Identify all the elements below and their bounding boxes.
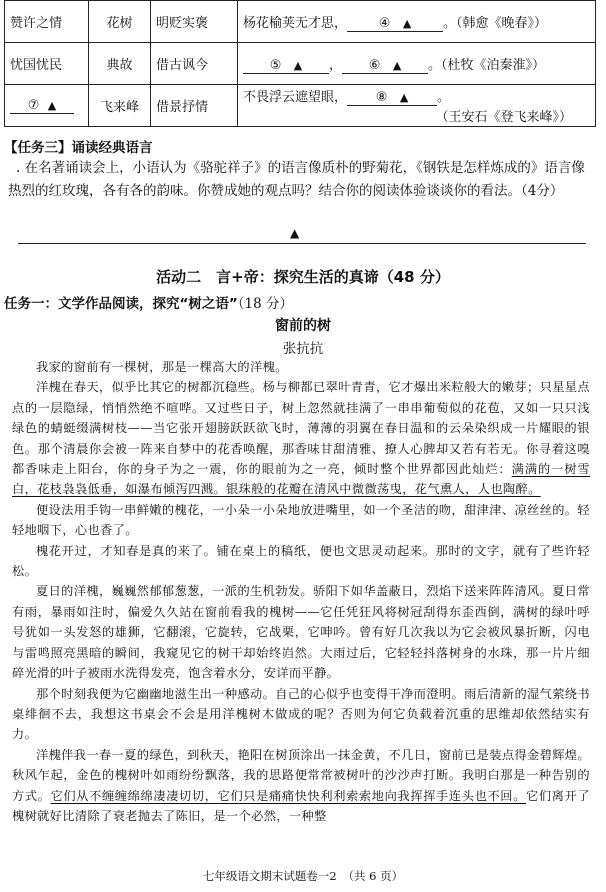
underlined-sentence: 它们从不缠缠绵绵凄凄切切，它们只是痛痛快快利利索索地向我挥挥手连头也不回。 bbox=[50, 788, 527, 803]
blank-number: ⑧ bbox=[375, 90, 388, 105]
story-body bbox=[12, 357, 590, 826]
activity-title: 活动二 言+帝：探究生活的真谛（48 分） bbox=[156, 268, 450, 286]
paragraph-2 bbox=[12, 377, 590, 499]
paragraph-7-tail: 它们离开了槐树就好比清除了衰老抛去了陈旧，是一个必然，一种整 bbox=[12, 788, 591, 823]
emotion-cell bbox=[5, 85, 89, 127]
emotion-cell: 赞许之情 bbox=[5, 1, 89, 43]
object-cell: 花树 bbox=[89, 1, 151, 43]
poem-line-prefix: 不畏浮云遮望眼， bbox=[243, 90, 348, 105]
object-cell: 典故 bbox=[89, 43, 151, 85]
triangle-icon: ▲ bbox=[402, 16, 412, 30]
emotion-cell: 忧国忧民 bbox=[5, 43, 89, 85]
poem-line-cell bbox=[238, 43, 596, 85]
poem-line-prefix: 杨花榆荚无才思， bbox=[243, 15, 348, 31]
table-row bbox=[5, 43, 596, 85]
technique-cell: 借景抒情 bbox=[151, 85, 238, 127]
poem-source: （王安石《登飞来峰》） bbox=[435, 110, 572, 125]
paragraph-6: 那个时刻我便为它幽幽地滋生出一种感动。自己的心似乎也变得干净而澄明。雨后清新的湿气萦绕书桌绯徊不去，我想这书桌会不会是用洋槐树木做成的呢？否则为何它负载着沉重的思维却依然结实有力。 bbox=[12, 686, 590, 742]
fill-blank-8[interactable] bbox=[347, 90, 437, 106]
triangle-icon: ▲ bbox=[47, 98, 57, 112]
task1-heading bbox=[4, 292, 293, 312]
fill-blank-5[interactable] bbox=[243, 58, 329, 74]
fill-blank-4[interactable] bbox=[347, 16, 443, 32]
triangle-icon: ▲ bbox=[293, 58, 303, 72]
poem-source: 。（韩愈《晚春》） bbox=[443, 15, 548, 31]
blank-number: ④ bbox=[378, 15, 391, 31]
answer-line[interactable] bbox=[18, 243, 586, 244]
poem-line-suffix: 。 bbox=[437, 90, 451, 105]
poem-separator: ， bbox=[329, 57, 343, 73]
fill-blank-6[interactable] bbox=[342, 58, 428, 74]
task3-question: . 在名著诵读会上，小语认为《骆驼祥子》的语言像质朴的野菊花，《钢铁是怎样炼成的》语言像热烈的红玫瑰，各有各的韵味。你赞成她的观点吗？结合你的阅读体验谈谈你的看法。（4分） bbox=[8, 160, 585, 199]
technique-cell: 借古讽今 bbox=[151, 43, 238, 85]
poem-source: 。（杜牧《泊秦淮》） bbox=[428, 57, 546, 73]
triangle-icon: ▲ bbox=[290, 226, 300, 240]
poem-table bbox=[4, 0, 596, 127]
table-row bbox=[5, 85, 596, 127]
blank-number: ⑤ bbox=[269, 57, 282, 73]
blank-number: ⑦ bbox=[27, 97, 40, 113]
blank-number: ⑥ bbox=[368, 57, 381, 73]
paragraph-4: 槐花开过，才知春是真的来了。铺在桌上的稿纸，便也文思灵动起来。那时的文字，就有了些许轻松。 bbox=[12, 543, 590, 579]
paragraph-2-text: 洋槐在春天，似乎比其它的树都沉稳些。杨与柳都已翠叶青青，它才爆出米粒般大的嫩芽；只星星点点的一层隐绿，悄悄然绝不喧哗。又过些日子，树上忽然就挂满了一串串葡萄似的花苞，又如一只只浅绿色的蜻蜓缀满树枝——当它张开翅膀跃跃欲飞时，薄薄的羽翼在春日温和的云朵染织成一片耀眼的银色。那个清晨你会被一阵来自梦中的花香唤醒，那香味甘甜清雅、撩人心脾却又若有若无。你寻着这嗅都香味走上阳台，你的身子为之一震，你的眼前为之一亮，倾时整个世界都因此灿烂： bbox=[12, 380, 590, 477]
page-footer: 七年级语文期末试题卷一2 （共 6 页） bbox=[202, 869, 404, 883]
technique-cell: 明贬实褒 bbox=[151, 1, 238, 43]
poem-line-cell bbox=[238, 1, 596, 43]
story-title: 窗前的树 bbox=[275, 318, 331, 334]
paragraph-7-text: 洋槐伴我一春一夏的绿色，到秋天，艳阳在树顶涂出一抹金黄，不几日，窗前已是装点得金碧辉煌。秋风乍起，金色的槐树叶如雨纷纷飘落，我的思路便常常被树叶的沙沙声打断。我明白那是一种告别的方式。 bbox=[12, 747, 590, 803]
story-author: 张抗抗 bbox=[282, 341, 324, 357]
poem-line-cell bbox=[238, 85, 596, 127]
paragraph-7 bbox=[12, 745, 590, 827]
task1-heading-text: 任务一：文学作品阅读，探究“树之语” bbox=[4, 296, 238, 312]
paragraph-3: 便设法用手钩一串鲜嫩的槐花，一小朵一小朵地放进嘴里，如一个圣洁的吻，甜津津、凉丝丝的。轻轻地咽下，心也香了。 bbox=[12, 502, 590, 538]
triangle-icon: ▲ bbox=[392, 58, 402, 72]
paragraph-5: 夏日的洋槐，巍巍然郁郁葱葱，一派的生机勃发。骄阳下如华盖蔽日，烈焰下送来阵阵清风。夏日常有雨，暴雨如注时，偏爱久久站在窗前看我的槐树——它任凭狂风将树冠刮得东歪西倒，满树的绿叶呼号犹如一头发怒的雄狮，它翻滚，它旋转，它战栗，它呻吟。曾有好几次我以为它会被风暴折断，闪电与雷鸣照亮黑暗的瞬间，我窥见它的树干却始终岿然。大雨过后，它轻轻抖落树身的水珠，那一片片细碎光滑的叶子被雨水洗得发亮，饱含着水分，安详而平静。 bbox=[12, 584, 590, 681]
underlined-sentence: 满满的一树雪白，花枝袅袅低垂，如瀑布倾泻四溅。银珠般的花瓣在清风中微微荡曳，花气熏人，人也陶醉。 bbox=[12, 462, 591, 497]
fill-blank-7[interactable] bbox=[10, 98, 74, 114]
object-cell: 飞来峰 bbox=[89, 85, 151, 127]
triangle-icon: ▲ bbox=[399, 91, 409, 104]
table-row bbox=[5, 1, 596, 43]
paragraph-1: 我家的窗前有一棵树，那是一棵高大的洋槐。 bbox=[36, 360, 288, 374]
task3-heading: 【任务三】诵读经典语言 bbox=[4, 140, 153, 156]
task1-score: （18 分） bbox=[237, 296, 293, 312]
